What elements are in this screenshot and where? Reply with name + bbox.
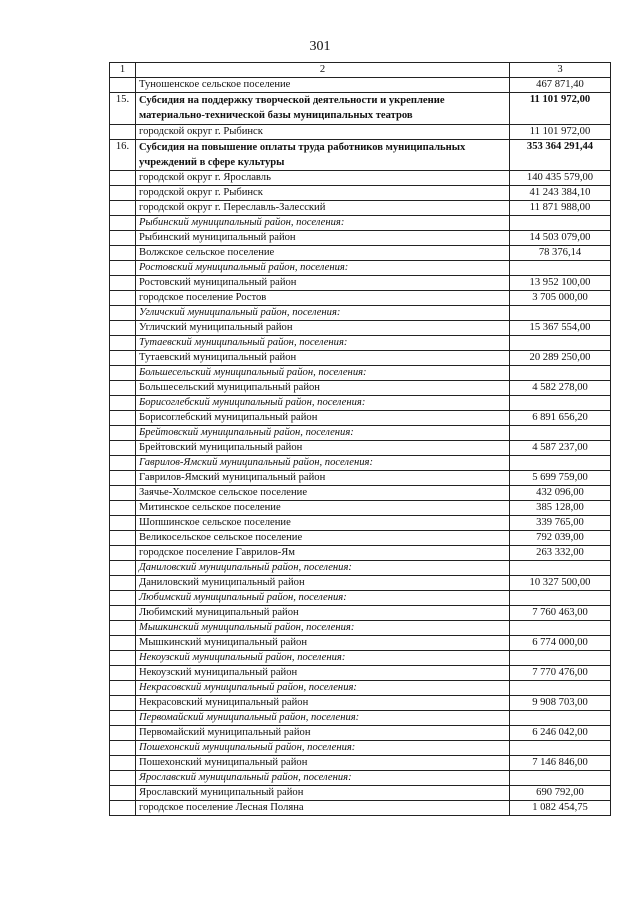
table-row [110,381,611,396]
recipient-name: Даниловский муниципальный район [136,576,510,591]
recipient-name: Субсидия на поддержку творческой деятельности и укрепление материально-технической базы муниципальных театров [136,93,510,125]
table-row [110,516,611,531]
recipient-name: городской округ г. Рыбинск [136,124,510,139]
district-group-row [110,711,611,726]
row-number [110,561,136,576]
recipient-name: Субсидия на повышение оплаты труда работников муниципальных учреждений в сфере культуры [136,139,510,171]
amount-cell: 4 582 278,00 [510,381,611,396]
row-number [110,576,136,591]
amount-cell: 140 435 579,00 [510,171,611,186]
recipient-name: Пошехонский муниципальный район [136,756,510,771]
district-group-row [110,621,611,636]
row-number [110,201,136,216]
amount-cell: 7 770 476,00 [510,666,611,681]
amount-cell: 467 871,40 [510,78,611,93]
district-group-label: Гаврилов-Ямский муниципальный район, поселения: [136,456,510,471]
row-number [110,696,136,711]
recipient-name: Некрасовский муниципальный район [136,696,510,711]
recipient-name: Туношенское сельское поселение [136,78,510,93]
recipient-name: Большесельский муниципальный район [136,381,510,396]
recipient-name: Угличский муниципальный район [136,321,510,336]
amount-cell [510,426,611,441]
row-number [110,771,136,786]
row-number [110,786,136,801]
amount-cell: 1 082 454,75 [510,801,611,816]
district-group-label: Ярославский муниципальный район, поселения: [136,771,510,786]
table-row [110,471,611,486]
row-number [110,546,136,561]
amount-cell: 3 705 000,00 [510,291,611,306]
amount-cell: 6 246 042,00 [510,726,611,741]
recipient-name: городское поселение Ростов [136,291,510,306]
column-header-2: 2 [136,63,510,78]
table-row [110,576,611,591]
row-number [110,606,136,621]
amount-cell: 263 332,00 [510,546,611,561]
table-row [110,201,611,216]
district-group-row [110,771,611,786]
amount-cell [510,591,611,606]
row-number [110,396,136,411]
row-number [110,591,136,606]
amount-cell [510,651,611,666]
amount-cell [510,561,611,576]
row-number [110,741,136,756]
district-group-row [110,261,611,276]
page-number: 301 [309,39,331,54]
district-group-row [110,306,611,321]
row-number [110,501,136,516]
row-number [110,78,136,93]
table-row [110,636,611,651]
district-group-row [110,591,611,606]
row-number: 15. [110,93,136,125]
amount-cell: 11 101 972,00 [510,124,611,139]
recipient-name: городской округ г. Ярославль [136,171,510,186]
amount-cell: 13 952 100,00 [510,276,611,291]
district-group-label: Борисоглебский муниципальный район, поселения: [136,396,510,411]
recipient-name: Заячье-Холмское сельское поселение [136,486,510,501]
amount-cell: 6 774 000,00 [510,636,611,651]
district-group-row [110,366,611,381]
row-number [110,516,136,531]
row-number [110,261,136,276]
row-number [110,124,136,139]
district-group-row [110,651,611,666]
district-group-label: Мышкинский муниципальный район, поселения: [136,621,510,636]
district-group-label: Пошехонский муниципальный район, поселения: [136,741,510,756]
amount-cell [510,306,611,321]
district-group-row [110,336,611,351]
row-number [110,756,136,771]
district-group-label: Большесельский муниципальный район, поселения: [136,366,510,381]
amount-cell: 9 908 703,00 [510,696,611,711]
table-row [110,606,611,621]
row-number [110,486,136,501]
table-row [110,531,611,546]
district-group-row [110,216,611,231]
district-group-row [110,561,611,576]
amount-cell [510,396,611,411]
amount-cell [510,771,611,786]
amount-cell: 432 096,00 [510,486,611,501]
table-row [110,186,611,201]
table-row [110,666,611,681]
row-number [110,711,136,726]
amount-cell: 20 289 250,00 [510,351,611,366]
row-number [110,336,136,351]
table-row [110,546,611,561]
table-row [110,801,611,816]
recipient-name: Рыбинский муниципальный район [136,231,510,246]
amount-cell: 690 792,00 [510,786,611,801]
table-row [110,231,611,246]
row-number [110,726,136,741]
row-number [110,306,136,321]
district-group-label: Любимский муниципальный район, поселения: [136,591,510,606]
recipient-name: городское поселение Лесная Поляна [136,801,510,816]
row-number [110,216,136,231]
recipient-name: Ростовский муниципальный район [136,276,510,291]
recipient-name: Тутаевский муниципальный район [136,351,510,366]
amount-cell: 353 364 291,44 [510,139,611,171]
table-row [110,124,611,139]
amount-cell [510,216,611,231]
row-number [110,366,136,381]
amount-cell [510,261,611,276]
row-number [110,231,136,246]
row-number [110,276,136,291]
amount-cell [510,366,611,381]
district-group-label: Некрасовский муниципальный район, поселения: [136,681,510,696]
recipient-name: Великосельское сельское поселение [136,531,510,546]
table-row [110,756,611,771]
district-group-label: Некоузский муниципальный район, поселения: [136,651,510,666]
row-number [110,456,136,471]
amount-cell: 4 587 237,00 [510,441,611,456]
row-number [110,471,136,486]
amount-cell [510,711,611,726]
district-group-row [110,681,611,696]
amount-cell: 41 243 384,10 [510,186,611,201]
amount-cell: 11 101 972,00 [510,93,611,125]
recipient-name: Некоузский муниципальный район [136,666,510,681]
row-number [110,651,136,666]
district-group-label: Даниловский муниципальный район, поселения: [136,561,510,576]
recipient-name: Ярославский муниципальный район [136,786,510,801]
amount-cell: 339 765,00 [510,516,611,531]
district-group-row [110,396,611,411]
amount-cell: 6 891 656,20 [510,411,611,426]
amount-cell: 385 128,00 [510,501,611,516]
district-group-row [110,456,611,471]
amount-cell: 792 039,00 [510,531,611,546]
table-row [110,726,611,741]
row-number [110,681,136,696]
table-row [110,291,611,306]
table-row [110,486,611,501]
table-row [110,246,611,261]
recipient-name: Шопшинское сельское поселение [136,516,510,531]
subsidy-table [109,62,611,816]
row-number [110,186,136,201]
table-row [110,321,611,336]
table-row [110,786,611,801]
subsidy-item-row [110,93,611,125]
amount-cell [510,456,611,471]
recipient-name: Волжское сельское поселение [136,246,510,261]
row-number [110,321,136,336]
row-number [110,441,136,456]
district-group-row [110,426,611,441]
recipient-name: Первомайский муниципальный район [136,726,510,741]
recipient-name: Гаврилов-Ямский муниципальный район [136,471,510,486]
amount-cell: 7 146 846,00 [510,756,611,771]
amount-cell: 15 367 554,00 [510,321,611,336]
amount-cell: 11 871 988,00 [510,201,611,216]
district-group-label: Рыбинский муниципальный район, поселения: [136,216,510,231]
recipient-name: Мышкинский муниципальный район [136,636,510,651]
row-number [110,636,136,651]
row-number [110,381,136,396]
row-number [110,411,136,426]
table-row [110,171,611,186]
row-number [110,666,136,681]
amount-cell [510,741,611,756]
amount-cell: 78 376,14 [510,246,611,261]
district-group-label: Угличский муниципальный район, поселения: [136,306,510,321]
row-number [110,291,136,306]
recipient-name: городской округ г. Рыбинск [136,186,510,201]
row-number [110,531,136,546]
district-group-label: Тутаевский муниципальный район, поселения: [136,336,510,351]
table-header-row [110,63,611,78]
district-group-label: Ростовский муниципальный район, поселения: [136,261,510,276]
amount-cell [510,336,611,351]
table-row [110,276,611,291]
table-row [110,441,611,456]
column-header-1: 1 [110,63,136,78]
amount-cell [510,681,611,696]
amount-cell: 5 699 759,00 [510,471,611,486]
table-row [110,351,611,366]
subsidy-item-row [110,139,611,171]
recipient-name: Борисоглебский муниципальный район [136,411,510,426]
row-number [110,426,136,441]
table-row [110,696,611,711]
recipient-name: городское поселение Гаврилов-Ям [136,546,510,561]
amount-cell: 10 327 500,00 [510,576,611,591]
district-group-label: Брейтовский муниципальный район, поселения: [136,426,510,441]
row-number: 16. [110,139,136,171]
recipient-name: Брейтовский муниципальный район [136,441,510,456]
table-row [110,411,611,426]
table-row [110,501,611,516]
table-row [110,78,611,93]
column-header-3: 3 [510,63,611,78]
row-number [110,621,136,636]
row-number [110,171,136,186]
recipient-name: городской округ г. Переславль-Залесский [136,201,510,216]
district-group-row [110,741,611,756]
row-number [110,351,136,366]
district-group-label: Первомайский муниципальный район, поселения: [136,711,510,726]
row-number [110,801,136,816]
amount-cell [510,621,611,636]
recipient-name: Любимский муниципальный район [136,606,510,621]
recipient-name: Митинское сельское поселение [136,501,510,516]
amount-cell: 14 503 079,00 [510,231,611,246]
row-number [110,246,136,261]
amount-cell: 7 760 463,00 [510,606,611,621]
